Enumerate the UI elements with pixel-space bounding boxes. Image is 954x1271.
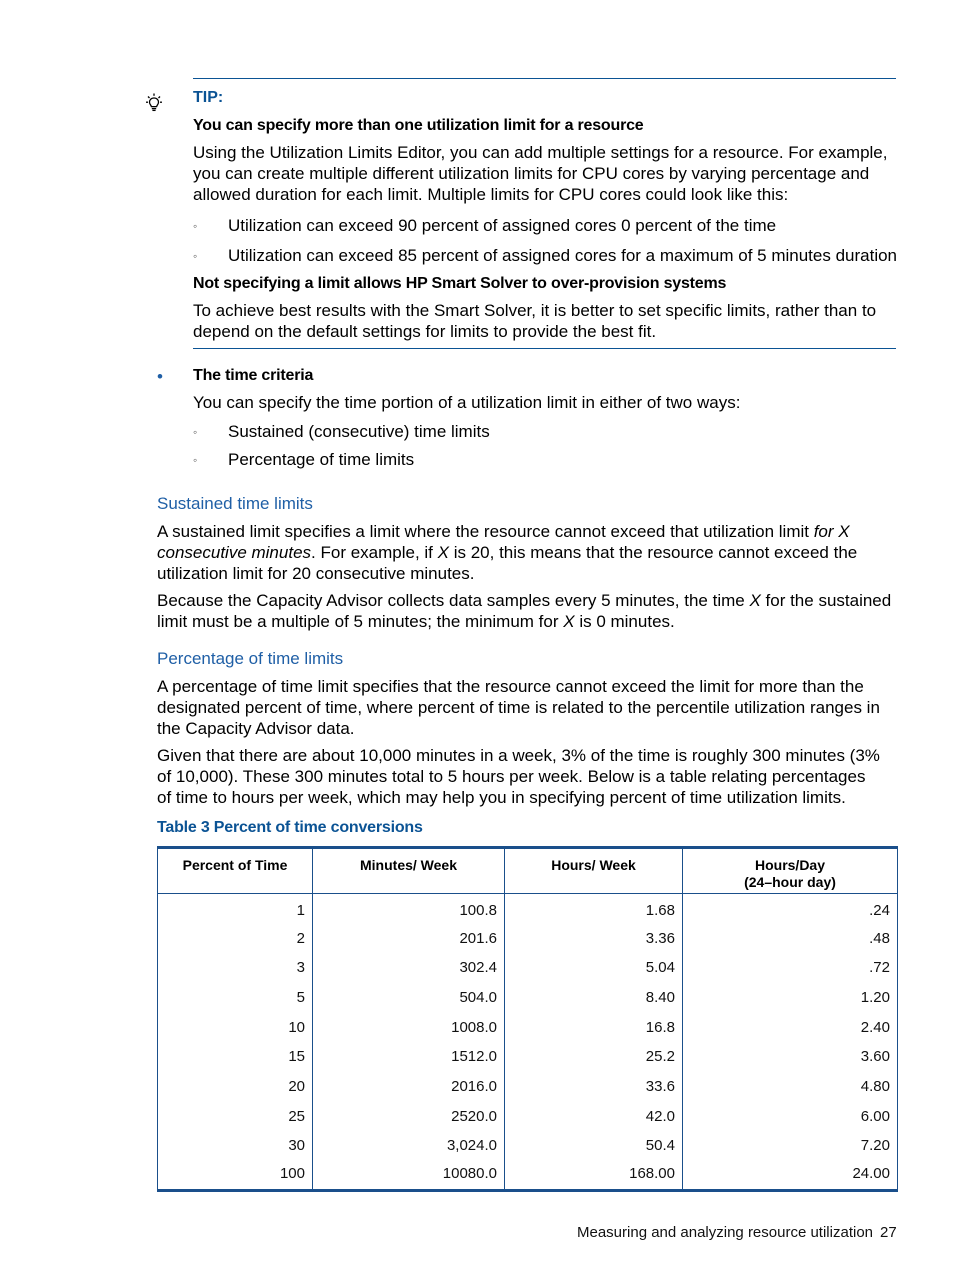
cell-minutes-week: 2016.0	[313, 1072, 505, 1102]
header-text: Hours/Day	[754, 857, 826, 873]
hollow-bullet-icon: ◦	[193, 219, 198, 233]
cell-minutes-week: 302.4	[313, 953, 505, 983]
table-row	[158, 923, 898, 953]
time-criteria-intro: You can specify the time portion of a utilization limit in either of two ways:	[193, 393, 741, 412]
cell-hours-week: 8.40	[505, 983, 683, 1013]
cell-hours-day: 7.20	[683, 1131, 898, 1161]
hollow-bullet-icon: ◦	[193, 453, 198, 467]
tip-bottom-rule	[193, 348, 896, 349]
text-line: you can create multiple different utilization limits for CPU cores by varying percentage and	[193, 164, 870, 183]
tip-bullet-item: Utilization can exceed 85 percent of assigned cores for a maximum of 5 minutes duration	[228, 246, 898, 265]
cell-hours-day: .48	[683, 923, 898, 953]
table-row	[158, 1042, 898, 1072]
text-line: of time to hours per week, which may help you in specifying percent of time utilization limits.	[157, 788, 846, 807]
header-subtext: (24–hour day)	[744, 874, 836, 890]
time-criteria-item: Percentage of time limits	[228, 450, 415, 469]
text-line: allowed duration for each limit. Multiple limits for CPU cores could look like this:	[193, 185, 789, 204]
text-line: designated percent of time, where percent of time is related to the percentile utilization ranges in	[157, 698, 880, 717]
text-line: of 10,000). These 300 minutes total to 5 hours per week. Below is a table relating percentages	[157, 767, 866, 786]
cell-percent: 3	[296, 959, 305, 977]
cell-hours-week: 42.0	[505, 1101, 683, 1131]
cell-minutes-week: 1512.0	[313, 1042, 505, 1072]
cell-minutes-week: 2520.0	[313, 1101, 505, 1131]
table-row	[158, 1131, 898, 1161]
tip-bullet-item: Utilization can exceed 90 percent of assigned cores 0 percent of the time	[228, 216, 777, 235]
cell-hours-week: 5.04	[505, 953, 683, 983]
text-line: Because the Capacity Advisor collects data samples every 5 minutes, the time X for the sustained	[157, 591, 892, 610]
cell-hours-day: .72	[683, 953, 898, 983]
tip-heading-not-specifying: Not specifying a limit allows HP Smart Solver to over-provision systems	[193, 275, 727, 292]
tip-top-rule	[193, 78, 896, 79]
tip-paragraph-2	[193, 300, 898, 342]
table-row	[158, 1101, 898, 1131]
column-header-percent: Percent of Time	[158, 848, 313, 894]
cell-minutes-week: 3,024.0	[313, 1131, 505, 1161]
text-line: A percentage of time limit specifies that the resource cannot exceed the limit for more than the	[157, 677, 864, 696]
column-header-minutes-week: Minutes/ Week	[313, 848, 505, 894]
text-line: consecutive minutes. For example, if X is 20, this means that the resource cannot exceed the	[157, 543, 858, 562]
text-line: A sustained limit specifies a limit where the resource cannot exceed that utilization limit for X	[157, 522, 850, 541]
percentage-paragraph-2	[157, 745, 897, 808]
cell-percent: 5	[296, 988, 305, 1006]
cell-percent: 20	[288, 1077, 305, 1095]
cell-hours-week: 3.36	[505, 923, 683, 953]
percentage-paragraph-1	[157, 676, 897, 739]
sustained-paragraph-2	[157, 590, 897, 632]
cell-hours-week: 1.68	[505, 894, 683, 924]
cell-minutes-week: 201.6	[313, 923, 505, 953]
percent-of-time-table	[157, 846, 898, 1192]
cell-minutes-week: 504.0	[313, 983, 505, 1013]
hollow-bullet-icon: ◦	[193, 249, 198, 263]
cell-hours-day: 4.80	[683, 1072, 898, 1102]
time-criteria-item: Sustained (consecutive) time limits	[228, 422, 490, 441]
cell-percent: 25	[288, 1107, 305, 1125]
cell-hours-day: 3.60	[683, 1042, 898, 1072]
cell-minutes-week: 1008.0	[313, 1012, 505, 1042]
cell-minutes-week: 100.8	[313, 894, 505, 924]
column-header-hours-day	[683, 848, 898, 894]
cell-percent: 2	[296, 929, 305, 947]
cell-percent: 30	[288, 1137, 305, 1155]
cell-minutes-week: 10080.0	[313, 1161, 505, 1191]
cell-hours-day: 6.00	[683, 1101, 898, 1131]
percentage-time-limits-heading: Percentage of time limits	[157, 649, 344, 668]
table-row	[158, 1012, 898, 1042]
table-header-row	[158, 848, 898, 894]
cell-percent: 10	[288, 1018, 305, 1036]
cell-hours-week: 50.4	[505, 1131, 683, 1161]
text-line: the Capacity Advisor data.	[157, 719, 355, 738]
lightbulb-icon	[143, 92, 165, 114]
cell-hours-week: 16.8	[505, 1012, 683, 1042]
text-line: utilization limit for 20 consecutive minutes.	[157, 564, 475, 583]
column-header-hours-week: Hours/ Week	[505, 848, 683, 894]
conversion-table-wrapper	[157, 846, 897, 1192]
cell-percent: 1	[296, 901, 305, 919]
cell-percent: 15	[288, 1048, 305, 1066]
cell-hours-week: 33.6	[505, 1072, 683, 1102]
tip-heading-multiple-limits: You can specify more than one utilization limit for a resource	[193, 117, 644, 134]
table-row	[158, 894, 898, 924]
table-body	[158, 894, 898, 1191]
sustained-paragraph-1	[157, 521, 897, 584]
cell-hours-day: .24	[683, 894, 898, 924]
cell-hours-week: 168.00	[505, 1161, 683, 1191]
cell-percent: 100	[279, 1165, 305, 1183]
footer-section-title: Measuring and analyzing resource utilization	[577, 1224, 874, 1241]
cell-hours-week: 25.2	[505, 1042, 683, 1072]
table-row	[158, 1072, 898, 1102]
tip-paragraph-1	[193, 142, 898, 205]
text-line: Using the Utilization Limits Editor, you can add multiple settings for a resource. For example,	[193, 143, 888, 162]
text-line: depend on the default settings for limits to provide the best fit.	[193, 322, 657, 341]
time-criteria-heading: The time criteria	[193, 367, 314, 384]
bullet-icon: •	[157, 367, 163, 386]
tip-label: TIP:	[193, 89, 224, 106]
cell-hours-day: 2.40	[683, 1012, 898, 1042]
text-line: limit must be a multiple of 5 minutes; the minimum for X is 0 minutes.	[157, 612, 675, 631]
table-row	[158, 983, 898, 1013]
page-number: 27	[880, 1224, 897, 1241]
cell-hours-day: 1.20	[683, 983, 898, 1013]
table-row	[158, 1161, 898, 1191]
hollow-bullet-icon: ◦	[193, 425, 198, 439]
text-line: To achieve best results with the Smart Solver, it is better to set specific limits, rather than to	[193, 301, 877, 320]
text-line: Given that there are about 10,000 minutes in a week, 3% of the time is roughly 300 minutes (3%	[157, 746, 880, 765]
table-caption: Table 3 Percent of time conversions	[157, 819, 423, 836]
table-row	[158, 953, 898, 983]
cell-hours-day: 24.00	[683, 1161, 898, 1191]
sustained-time-limits-heading: Sustained time limits	[157, 494, 313, 513]
